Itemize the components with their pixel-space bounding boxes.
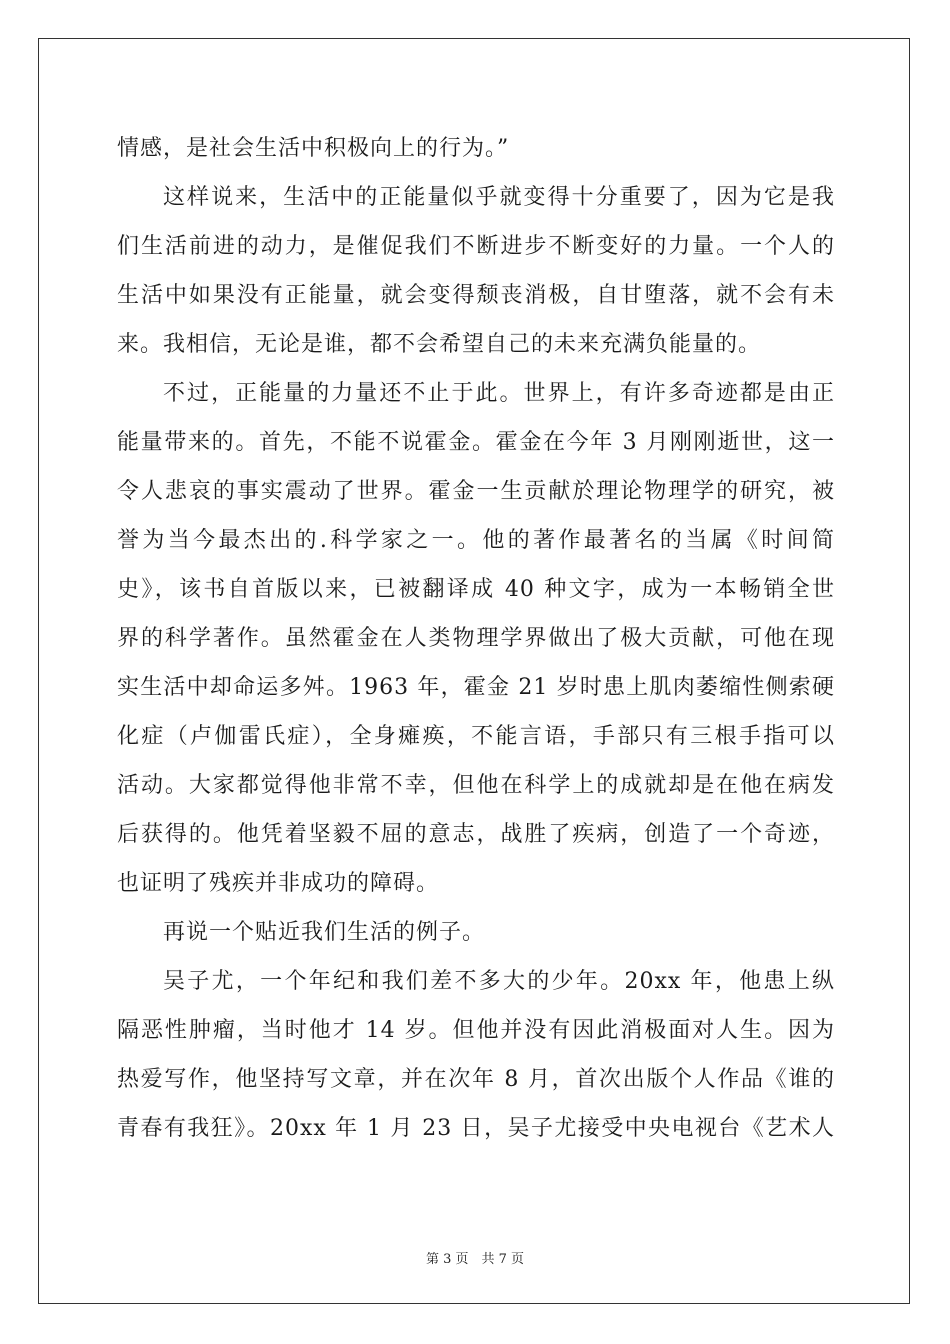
text-line: 史》，该书自首版以来，已被翻译成 40 种文字，成为一本畅销全世 xyxy=(117,577,835,602)
text-line: 化症（卢伽雷氏症），全身瘫痪，不能言语，手部只有三根手指可以 xyxy=(117,724,835,749)
text-line: 界的科学著作。虽然霍金在人类物理学界做出了极大贡献，可他在现 xyxy=(117,626,835,651)
document-body xyxy=(117,124,835,1153)
text-line: 热爱写作，他坚持写文章，并在次年 8 月，首次出版个人作品《谁的 xyxy=(117,1067,835,1092)
text-line: 吴子尤，一个年纪和我们差不多大的少年。20xx 年，他患上纵 xyxy=(163,969,835,994)
text-line: 生活中如果没有正能量，就会变得颓丧消极，自甘堕落，就不会有未 xyxy=(117,283,835,308)
text-line: 来。我相信，无论是谁，都不会希望自己的未来充满负能量的。 xyxy=(117,332,762,357)
text-line: 隔恶性肿瘤，当时他才 14 岁。但他并没有因此消极面对人生。因为 xyxy=(117,1018,835,1043)
text-line: 活动。大家都觉得他非常不幸，但他在科学上的成就却是在他在病发 xyxy=(117,773,835,798)
text-line: 誉为当今最杰出的.科学家之一。他的著作最著名的当属《时间简 xyxy=(117,528,835,553)
text-line: 不过，正能量的力量还不止于此。世界上，有许多奇迹都是由正 xyxy=(163,381,835,406)
text-line: 们生活前进的动力，是催促我们不断进步不断变好的力量。一个人的 xyxy=(117,234,835,259)
text-line: 后获得的。他凭着坚毅不屈的意志，战胜了疾病，创造了一个奇迹， xyxy=(117,822,835,847)
text-line: 令人悲哀的事实震动了世界。霍金一生贡献於理论物理学的研究，被 xyxy=(117,479,835,504)
text-line: 青春有我狂》。20xx 年 1 月 23 日，吴子尤接受中央电视台《艺术人 xyxy=(117,1116,835,1141)
text-line: 能量带来的。首先，不能不说霍金。霍金在今年 3 月刚刚逝世，这一 xyxy=(117,430,835,455)
page-number-footer: 第 3 页 共 7 页 xyxy=(425,1252,525,1267)
text-line: 情感，是社会生活中积极向上的行为。” xyxy=(117,136,510,161)
text-line: 也证明了残疾并非成功的障碍。 xyxy=(117,871,440,896)
text-line: 这样说来，生活中的正能量似乎就变得十分重要了，因为它是我 xyxy=(163,185,835,210)
text-line: 实生活中却命运多舛。1963 年，霍金 21 岁时患上肌肉萎缩性侧索硬 xyxy=(117,675,835,700)
text-line: 再说一个贴近我们生活的例子。 xyxy=(163,920,486,945)
